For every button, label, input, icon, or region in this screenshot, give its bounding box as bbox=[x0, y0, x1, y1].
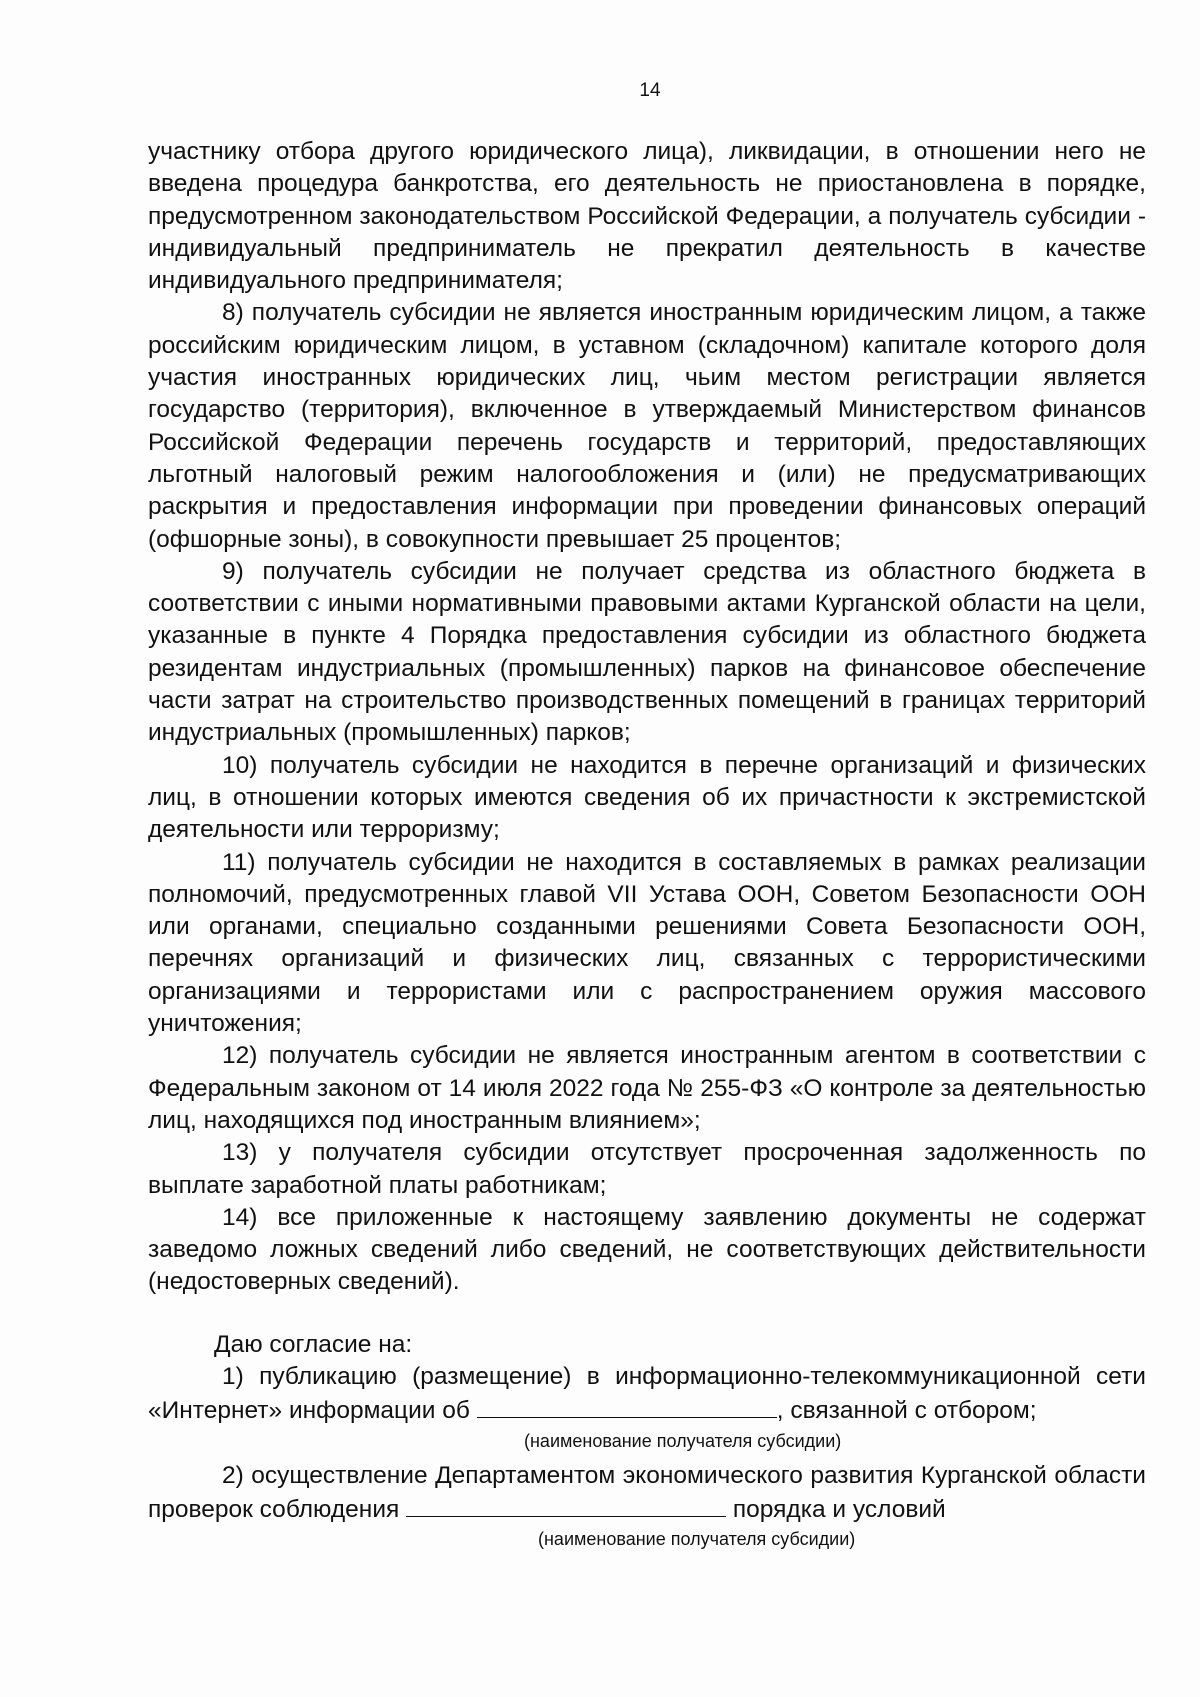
paragraph-item-11: 11) получатель субсидии не находится в составляемых в рамках реализации полномочий, предусмотренных главой VII Устава ООН, Советом Безопасности ООН или органами, специально созданными решениями Совета Безопасности ООН, перечнях организаций и физических лиц, связанных с террористическими организациями и террористами или с распространением оружия массового уничтожения; bbox=[148, 848, 1146, 1038]
blank-caption-1: (наименование получателя субсидии) bbox=[524, 1430, 842, 1451]
blank-caption-2: (наименование получателя субсидии) bbox=[538, 1529, 856, 1550]
consent-item-1 bbox=[148, 1361, 1146, 1428]
consent-item-1-text: 1) публикацию (размещение) в информационно-телекоммуникационной сети «Интернет» информации об bbox=[148, 1362, 1146, 1425]
document-body bbox=[148, 136, 1146, 1558]
paragraph-item-12: 12) получатель субсидии не является иностранным агентом в соответствии с Федеральным законом от 14 июля 2022 года № 255-ФЗ «О контроле за деятельностью лиц, находящихся под иностранным влиянием»; bbox=[148, 1042, 1146, 1134]
page-number: 14 bbox=[639, 80, 661, 101]
paragraph-item-13: 13) у получателя субсидии отсутствует просроченная задолженность по выплате заработной платы работникам; bbox=[148, 1139, 1146, 1199]
recipient-name-blank-2[interactable] bbox=[406, 1492, 726, 1517]
consent-item-2 bbox=[148, 1460, 1146, 1527]
consent-item-2-text: 2) осуществление Департаментом экономического развития Курганской области проверок соблюдения bbox=[148, 1461, 1146, 1523]
consent-item-1-suffix: , связанной с отбором; bbox=[776, 1397, 1037, 1425]
consent-title: Даю согласие на: bbox=[214, 1330, 413, 1358]
consent-item-2-suffix: порядка и условий bbox=[732, 1495, 946, 1523]
paragraph-item-10: 10) получатель субсидии не находится в перечне организаций и физических лиц, в отношении которых имеются сведения об их причастности к экстремистской деятельности или терроризму; bbox=[148, 751, 1146, 844]
paragraph-item-14: 14) все приложенные к настоящему заявлению документы не содержат заведомо ложных сведений либо сведений, не соответствующих действительности (недостоверных сведений). bbox=[148, 1203, 1146, 1296]
paragraph-item-9: 9) получатель субсидии не получает средства из областного бюджета в соответствии с иными нормативными правовыми актами Курганской области на цели, указанные в пункте 4 Порядка предоставления субсидии из областного бюджета резидентам индустриальных (промышленных) парков на финансовое обеспечение части затрат на строительство производственных помещений в границах территорий индустриальных (промышленных) парков; bbox=[148, 557, 1146, 747]
paragraph-continuation: участнику отбора другого юридического лица), ликвидации, в отношении него не введена процедура банкротства, его деятельность не приостановлена в порядке, предусмотренном законодательством Российской Федерации, а получатель субсидии - индивидуальный предприниматель не прекратил деятельность в качестве индивидуального предпринимателя; bbox=[148, 138, 1146, 295]
recipient-name-blank-1[interactable] bbox=[477, 1393, 777, 1418]
paragraph-item-8: 8) получатель субсидии не является иностранным юридическим лицом, а также российским юридическим лицом, в уставном (складочном) капитале которого доля участия иностранных юридических лиц, чьим местом регистрации является государство (территория), включенное в утверждаемый Министерством финансов Российской Федерации перечень государств и территорий, предоставляющих льготный налоговый режим налогообложения и (или) не предусматривающих раскрытия и предоставления информации при проведении финансовых операций (офшорные зоны), в совокупности превышает 25 процентов; bbox=[148, 299, 1146, 553]
